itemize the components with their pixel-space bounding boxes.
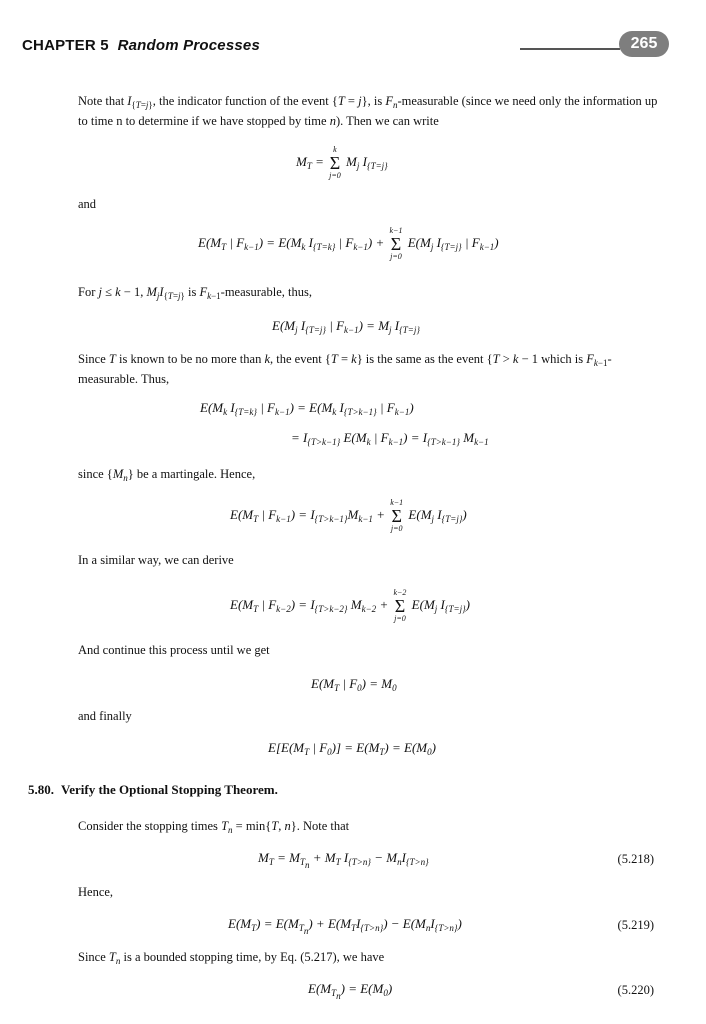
running-header [22, 37, 672, 59]
chapter-heading [22, 37, 260, 54]
paragraph-martingale: since $\{M_n\}$ be a martingale. Hence, [78, 467, 256, 483]
equation-conditional-expectation: $E(M_T$ | $F_{k-1}) = E(M_k$ $I_{\{T=k\}}$ | $F_{k-1}$) + k−1 Σ j=0 $E(M_j$ $I_{\{T=j\}}$ | $F_{k-1}$) [198, 226, 499, 261]
text-and-finally: and finally [78, 709, 132, 723]
header-rule [520, 48, 620, 50]
paragraph-measurable: For j ≤ k − 1, $M_jI_{\{T=j\}}$ is $F_{k-1}$-measurable, thus, [78, 285, 312, 301]
equation-mj-indicator: $E(M_j$ $I_{\{T=j\}}$ | $F_{k-1}) = M_j$ $I_{\{T=j\}}$ [272, 318, 420, 335]
equation-k-minus-1: $E(M_T$ | $F_{k-1}) = I_{\{T>k-1\}}M_{k-1}$ + k−1 Σ j=0 $E(M_j$ $I_{\{T=j\}}$) [230, 498, 467, 533]
equation-number-5-219: (5.219) [617, 918, 654, 932]
problem-title: Verify the Optional Stopping Theorem. [61, 782, 278, 797]
paragraph-event-equivalence: Since T is known to be no more than k, the event {T = k} is the same as the event {T > k − 1 which is $F_{k-1}$-measurable. Thus, [78, 352, 612, 386]
paragraph-stopping-times: Consider the stopping times $T_n = \min\{T$, n}. Note that [78, 819, 350, 835]
text-and: and [78, 197, 97, 211]
equation-number-5-220: (5.220) [617, 983, 654, 997]
text-hence: Hence, [78, 885, 114, 899]
equation-final: $E[E(M_T$ | $F_0)] = E(M_T) = E(M_0)$ [268, 740, 436, 757]
equation-number-5-218: (5.218) [617, 852, 654, 866]
problem-number: 5.80. [28, 782, 54, 797]
equation-k-minus-2: $E(M_T$ | $F_{k-2}) = I_{\{T>k-2\}}$ $M_{k-2}$ + k−2 Σ j=0 $E(M_j$ $I_{\{T=j\}}$) [230, 588, 471, 623]
equation-5-218: $M_T = M_{T_n} + M_T$ $I_{\{T>n\}} - M_nI_{\{T>n\}}$ [258, 850, 429, 870]
page-number-badge: 265 [619, 31, 669, 57]
paragraph-continue: And continue this process until we get [78, 643, 270, 657]
equation-event-line1: $E(M_k$ $I_{\{T=k\}}$ | $F_{k-1}) = E(M_k$ $I_{\{T>k-1\}}$ | $F_{k-1}$) [200, 400, 414, 417]
equation-event-line2: = $I_{\{T>k-1\}}$ $E(M_k$ | $F_{k-1}) = I_{\{T>k-1\}}$ $M_{k-1}$ [291, 430, 489, 447]
paragraph-indicator-note: Note that $I_{\{T=j\}}$, the indicator function of the event {T = j}, is $F_n$-measurable (since we need only the information up to time n to determine if we have stopped by time n). Then we can write [78, 94, 658, 128]
equation-mt-sum: $M_T$ = k Σ j=0 $M_j$ $I_{\{T=j\}}$ [296, 145, 388, 180]
equation-f0: $E(M_T$ | $F_0) = M_0$ [311, 676, 397, 693]
equation-5-219: $E(M_T) = E(M_{T_n}) + E(M_TI_{\{T>n\}}) - E(M_nI_{\{T>n\}})$ [228, 916, 462, 936]
paragraph-bounded: Since $T_n$ is a bounded stopping time, by Eq. (5.217), we have [78, 950, 385, 966]
problem-heading [28, 782, 278, 798]
chapter-title: Random Processes [117, 37, 260, 54]
chapter-label: CHAPTER 5 [22, 37, 109, 54]
paragraph-similar-way: In a similar way, we can derive [78, 553, 234, 567]
equation-5-220: $E(M_{T_n}) = E(M_0)$ [308, 981, 393, 1001]
